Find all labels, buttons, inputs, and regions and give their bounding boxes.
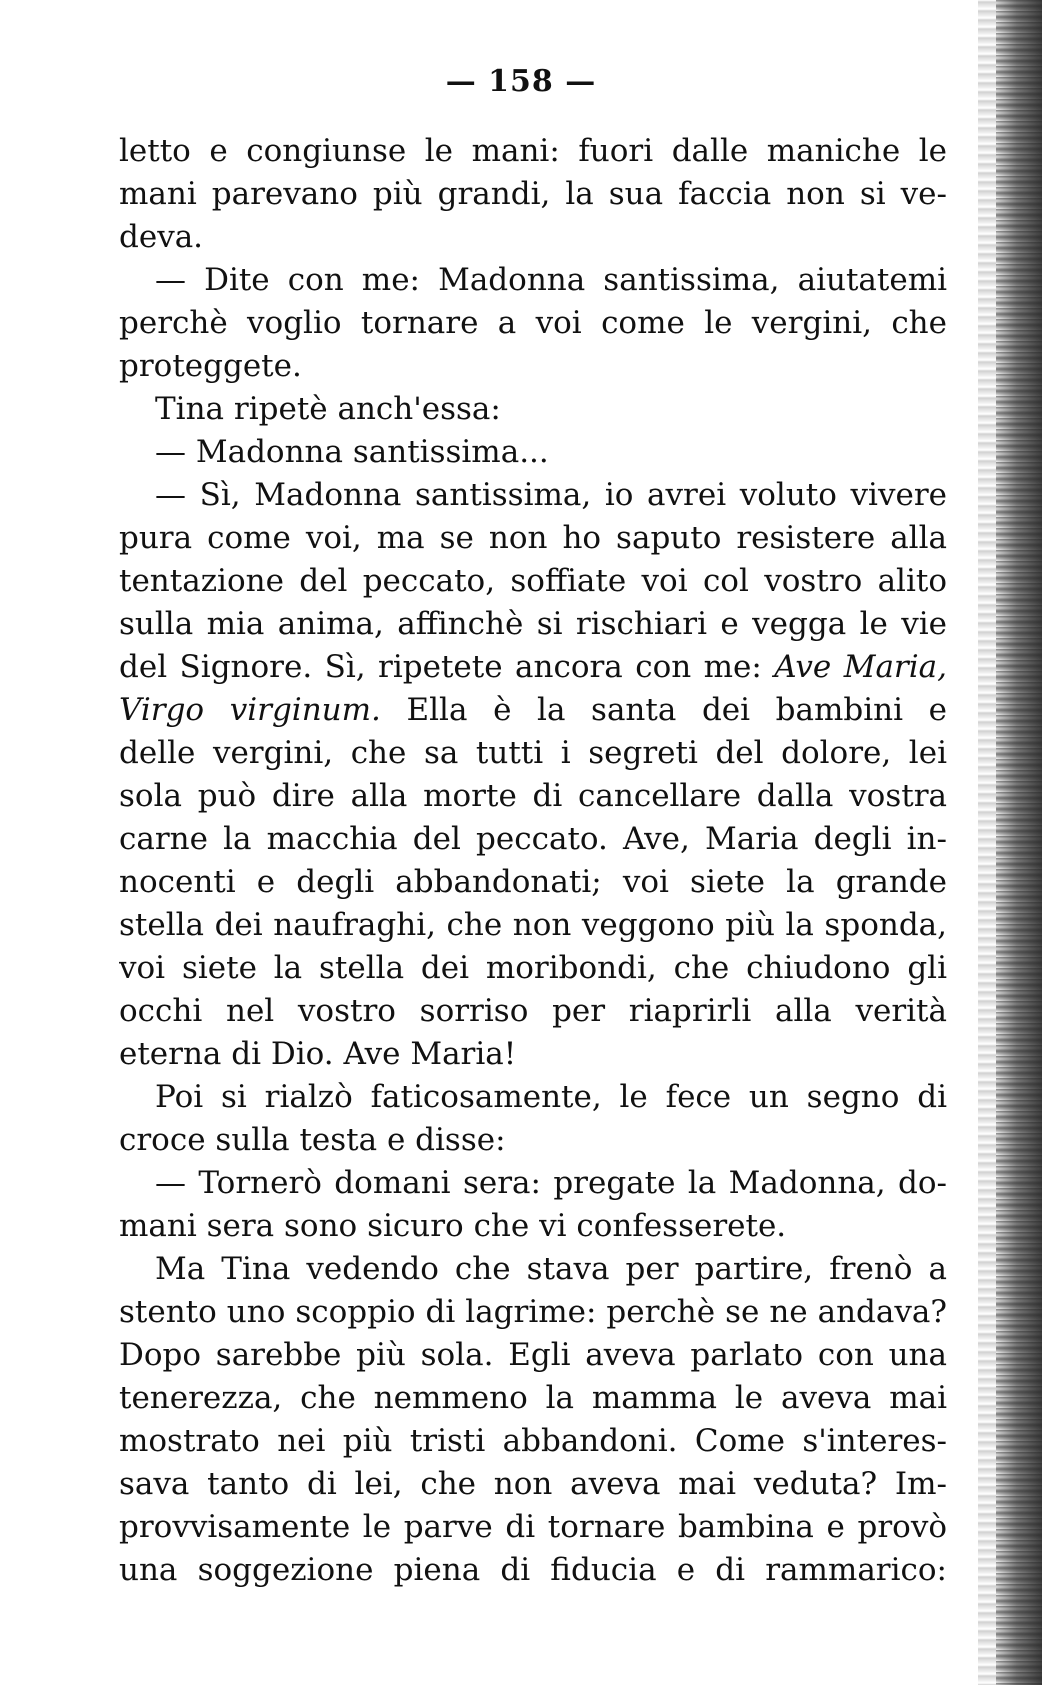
text-line: voi siete la stella dei moribondi, che chiudono gli: [119, 950, 947, 986]
text-line: Poi si rialzò faticosamente, le fece un segno di: [155, 1079, 947, 1115]
text-line: Tina ripetè anch'essa:: [155, 391, 501, 427]
text-line: sola può dire alla morte di cancellare dalla vostra: [119, 778, 947, 814]
text-line: occhi nel vostro sorriso per riaprirli alla verità: [119, 993, 947, 1029]
text-line: mani parevano più grandi, la sua faccia non si ve-: [119, 176, 947, 212]
text-line: stento uno scoppio di lagrime: perchè se ne andava?: [119, 1294, 947, 1330]
text-line: tentazione del peccato, soffiate voi col vostro alito: [119, 563, 947, 599]
body-text: [119, 130, 947, 1592]
latin-phrase: Virgo virginum.: [119, 692, 381, 728]
text-line: deva.: [119, 219, 204, 255]
text-line: provvisamente le parve di tornare bambina e provò: [119, 1509, 947, 1545]
text-line: pura come voi, ma se non ho saputo resistere alla: [119, 520, 947, 556]
text-line: Ma Tina vedendo che stava per partire, frenò a: [155, 1251, 947, 1287]
text-line: delle vergini, che sa tutti i segreti del dolore, lei: [119, 735, 947, 771]
text-line: eterna di Dio. Ave Maria!: [119, 1036, 517, 1072]
text-line: una soggezione piena di fiducia e di rammarico:: [119, 1552, 947, 1588]
text-line: sava tanto di lei, che non aveva mai veduta? Im-: [119, 1466, 947, 1502]
text-line: — Madonna santissima...: [155, 434, 549, 470]
text-line: nocenti e degli abbandonati; voi siete la grande: [119, 864, 947, 900]
text-line: Dopo sarebbe più sola. Egli aveva parlato con una: [119, 1337, 947, 1373]
text-line: perchè voglio tornare a voi come le vergini, che: [119, 305, 947, 341]
latin-phrase: Ave Maria,: [774, 649, 947, 685]
text-line: mani sera sono sicuro che vi confesserete.: [119, 1208, 787, 1244]
text-line: sulla mia anima, affinchè si rischiari e vegga le vie: [119, 606, 947, 642]
page-number: — 158 —: [445, 64, 597, 99]
text-line: — Dite con me: Madonna santissima, aiutatemi: [155, 262, 947, 298]
page-edge-shadow: [978, 0, 996, 1685]
text-line: letto e congiunse le mani: fuori dalle maniche le: [119, 133, 947, 169]
text-line: mostrato nei più tristi abbandoni. Come s'interes-: [119, 1423, 947, 1459]
text-line: [119, 689, 947, 732]
text-line: croce sulla testa e disse:: [119, 1122, 506, 1158]
page-edge: [996, 0, 1042, 1685]
text-line: [119, 646, 947, 689]
text-line: carne la macchia del peccato. Ave, Maria degli in-: [119, 821, 947, 857]
text-line: proteggete.: [119, 348, 302, 384]
text-line: — Tornerò domani sera: pregate la Madonna, do-: [155, 1165, 947, 1201]
text-segment: Ella è la santa dei bambini e: [406, 692, 947, 728]
text-line: — Sì, Madonna santissima, io avrei voluto vivere: [155, 477, 947, 513]
text-segment: del Signore. Sì, ripetete ancora con me:: [119, 649, 762, 685]
text-line: stella dei naufraghi, che non veggono più la sponda,: [119, 907, 947, 943]
text-line: tenerezza, che nemmeno la mamma le aveva mai: [119, 1380, 947, 1416]
